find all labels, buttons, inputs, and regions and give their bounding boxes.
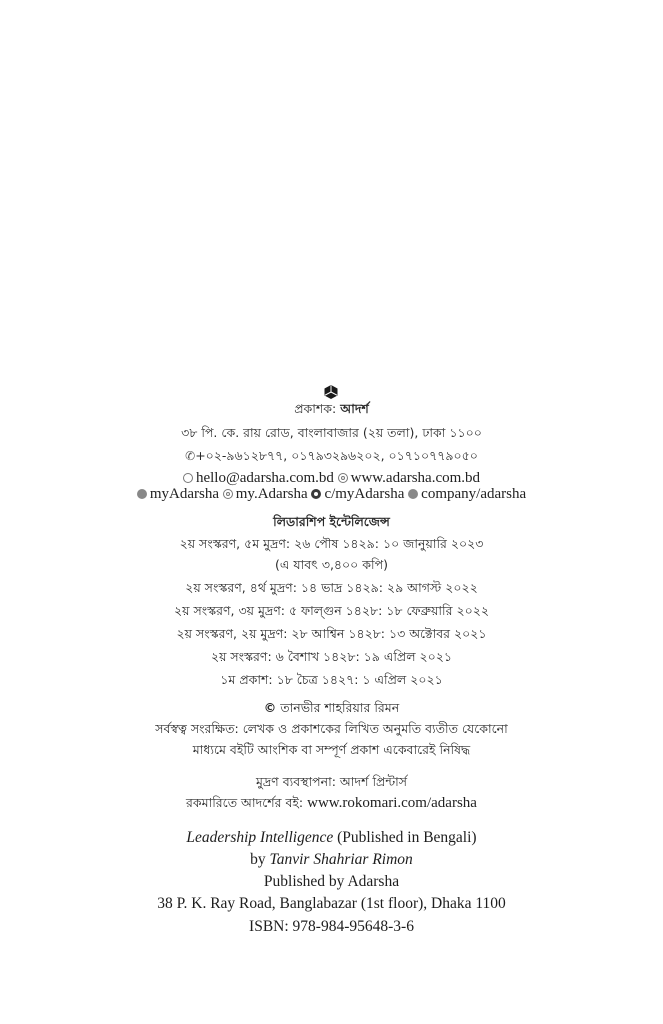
rokomari-line — [0, 793, 663, 813]
publisher-phones — [0, 446, 663, 466]
isbn-line — [0, 917, 663, 937]
email-text: hello@adarsha.com.bd — [195, 470, 334, 486]
by-label: by — [250, 851, 266, 868]
publisher-label: প্রকাশক: — [294, 401, 337, 416]
phone-icon: ✆ — [185, 449, 196, 463]
english-address-line: 38 P. K. Ray Road, Banglabazar (1st floor), Dhaka 1100 — [157, 895, 506, 912]
edition-line: ২য় সংস্করণ: ৬ বৈশাখ ১৪২৮: ১৯ এপ্রিল ২০২১ — [210, 649, 453, 664]
adarsha-cube-logo-icon — [323, 384, 339, 400]
publisher-line — [0, 399, 663, 419]
edition-line: ২য় সংস্করণ, ৩য় মুদ্রণ: ৫ ফাল্গুন ১৪২৮: ১৮ ফেব্রুয়ারি ২০২২ — [174, 603, 489, 618]
website-text: www.adarsha.com.bd — [350, 470, 481, 486]
edition-line: ২য় সংস্করণ, ২য় মুদ্রণ: ২৮ আশ্বিন ১৪২৮: ১৩ অক্টোবর ২০২১ — [176, 626, 487, 641]
english-title-suffix: (Published in Bengali) — [337, 829, 477, 846]
rights-notice-line-1: সর্বস্বত্ব সংরক্ষিত: লেখক ও প্রকাশকের লিখিত অনুমতি ব্যতীত যেকোনো — [155, 721, 508, 736]
english-author-line — [0, 850, 663, 870]
copyright-line — [0, 698, 663, 718]
instagram-icon — [223, 489, 233, 499]
isbn-label: ISBN: — [249, 918, 289, 935]
english-book-title: Leadership Intelligence — [186, 829, 334, 846]
social-line — [0, 484, 663, 504]
edition-line: ২য় সংস্করণ, ৫ম মুদ্রণ: ২৬ পৌষ ১৪২৯: ১০ জানুয়ারি ২০২৩ — [179, 536, 484, 551]
instagram-text: my.Adarsha — [235, 486, 308, 502]
rokomari-label: রকমারিতে আদর্শের বই: — [186, 795, 304, 810]
rokomari-url: www.rokomari.com/adarsha — [307, 795, 477, 811]
publisher-name: আদর্শ — [340, 401, 369, 416]
publisher-address: ৩৮ পি. কে. রায় রোড, বাংলাবাজার (২য় তলা), ঢাকা ১১০০ — [181, 425, 482, 440]
printing-management-value: আদর্শ প্রিন্টার্স — [339, 774, 408, 789]
author-name-bn: তানভীর শাহরিয়ার রিমন — [280, 700, 400, 715]
linkedin-icon — [408, 489, 418, 499]
copyright-icon: © — [263, 700, 277, 715]
linkedin-text: company/adarsha — [421, 486, 527, 502]
rights-notice-line-2: মাধ্যমে বইটি আংশিক বা সম্পূর্ণ প্রকাশ একেবারেই নিষিদ্ধ — [192, 742, 471, 757]
phone-numbers: +০২-৯৬১২৮৭৭, ০১৭৯৩২৯৬২০২, ০১৭১০৭৭৯০৫০ — [195, 448, 478, 463]
printing-management-label: মুদ্রণ ব্যবস্থাপনা: — [255, 774, 336, 789]
book-title-bn: লিডারশিপ ইন্টেলিজেন্স — [273, 514, 390, 529]
youtube-text: c/myAdarsha — [324, 486, 405, 502]
email-icon — [183, 473, 193, 483]
english-publisher-line: Published by Adarsha — [263, 873, 400, 890]
first-publication-line: ১ম প্রকাশ: ১৮ চৈত্র ১৪২৭: ১ এপ্রিল ২০২১ — [220, 672, 443, 687]
printing-management — [0, 772, 663, 792]
english-title-line — [0, 828, 663, 848]
facebook-icon — [137, 489, 147, 499]
globe-icon — [338, 473, 348, 483]
edition-line: ২য় সংস্করণ, ৪র্থ মুদ্রণ: ১৪ ভাদ্র ১৪২৯: ২৯ আগস্ট ২০২২ — [185, 580, 478, 595]
isbn-value: 978-984-95648-3-6 — [292, 918, 414, 935]
english-author-name: Tanvir Shahriar Rimon — [269, 851, 413, 868]
copies-count: (এ যাবৎ ৩,৪০০ কপি) — [275, 557, 388, 572]
youtube-icon — [311, 489, 321, 499]
facebook-text: myAdarsha — [149, 486, 219, 502]
